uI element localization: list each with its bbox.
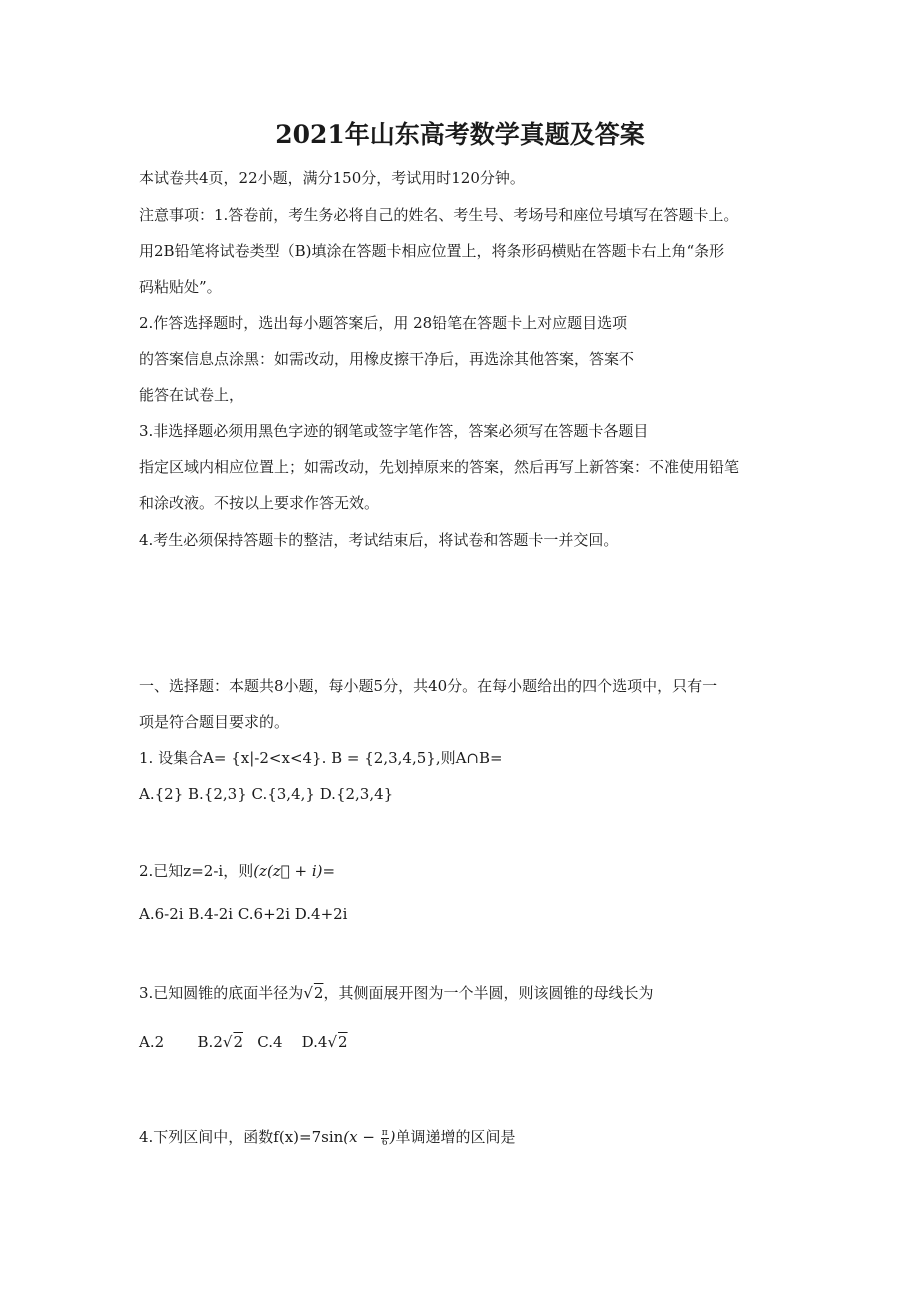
question-4-stem-end: 单调递增的区间是	[395, 1128, 516, 1146]
question-2-options: A.6-2i B.4-2i C.6+2i D.4+2i	[139, 905, 348, 923]
notes-line-10: 4.考生必须保持答题卡的整洁，考试结束后，将试卷和答题卡一并交回。	[139, 531, 619, 549]
question-4-stem-text: 4.下列区间中，函数f(x)=7sin	[139, 1128, 344, 1146]
option-c: C.4	[242, 1033, 302, 1051]
question-3-stem-end: ，其侧面展开图为一个半圆，则该圆锥的母线长为	[323, 984, 654, 1002]
notes-line-3: 码粘贴处”。	[139, 278, 222, 296]
option-d-radical: 2	[338, 1033, 348, 1051]
option-b-radical: 2	[233, 1033, 243, 1051]
notes-line-1: 注意事项：1.答卷前，考生务必将自己的姓名、考生号、考场号和座位号填写在答题卡上。	[139, 206, 739, 224]
notes-line-2: 用2B铅笔将试卷类型（B)填涂在答题卡相应位置上，将条形码横贴在答题卡右上角“条形	[139, 242, 725, 260]
notes-line-4: 2.作答选择题时，选出每小题答案后，用 28铅笔在答题卡上对应题目选项	[139, 314, 628, 332]
question-1-stem: 1. 设集合A= {x|-2<x<4}. B = {2,3,4,5},则A∩B=	[139, 749, 503, 767]
sqrt-symbol: √2	[222, 1033, 243, 1051]
question-2-stem-text: 2.已知z=2-i，则	[139, 862, 254, 880]
sqrt-symbol: √2	[327, 1033, 348, 1051]
question-3-stem	[139, 983, 653, 1003]
option-d: D.4	[301, 1033, 328, 1051]
question-3-options	[139, 1032, 348, 1052]
question-2-stem-end: =	[322, 862, 336, 880]
question-4-formula-open: (x −	[343, 1128, 380, 1146]
notes-line-8: 指定区域内相应位置上；如需改动，先划掉原来的答案，然后再写上新答案：不准使用铅笔	[139, 458, 740, 476]
sqrt-symbol: √2	[303, 984, 324, 1002]
page-title: 2021年山东高考数学真题及答案	[275, 120, 645, 149]
question-1-options: A.{2} B.{2,3} C.{3,4,} D.{2,3,4}	[139, 785, 394, 803]
option-a: A.2	[139, 1033, 198, 1051]
section-heading-line-2: 项是符合题目要求的。	[139, 713, 290, 731]
section-heading-line-1: 一、选择题：本题共8小题，每小题5分，共40分。在每小题给出的四个选项中，只有一	[139, 677, 718, 695]
question-4-stem	[139, 1127, 516, 1148]
notes-line-9: 和涂改液。不按以上要求作答无效。	[139, 494, 380, 512]
question-3-radical: 2	[313, 984, 324, 1002]
fraction-numerator: π	[381, 1127, 388, 1138]
question-4-formula-close: )	[389, 1128, 396, 1146]
notes-line-7: 3.非选择题必须用黑色字迹的钢笔或签字笔作答，答案必须写在答题卡各题目	[139, 422, 649, 440]
fraction-denominator: 6	[381, 1137, 388, 1148]
notes-line-5: 的答案信息点涂黑：如需改动，用橡皮擦干净后，再选涂其他答案，答案不	[139, 350, 635, 368]
notes-line-6: 能答在试卷上，	[139, 386, 245, 404]
pi-over-six-fraction	[381, 1129, 389, 1148]
exam-intro: 本试卷共4页，22小题，满分150分，考试用时120分钟。	[139, 169, 525, 187]
question-2-formula: (z(z⃗ + i)	[253, 862, 323, 880]
question-3-stem-text: 3.已知圆锥的底面半径为	[139, 984, 304, 1002]
option-b: B.2	[197, 1033, 223, 1051]
question-2-stem	[139, 861, 335, 881]
